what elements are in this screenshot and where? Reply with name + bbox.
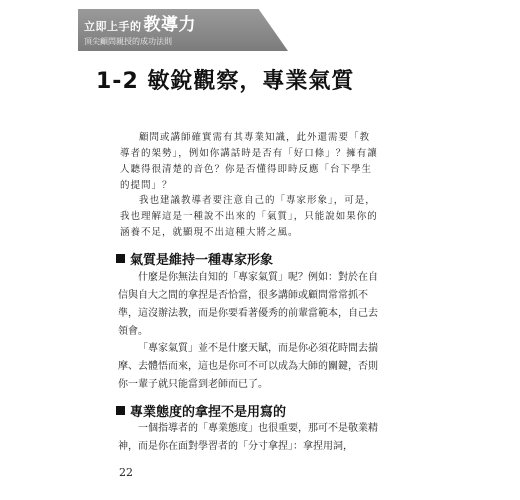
square-bullet-icon — [116, 406, 125, 415]
book-subtitle: 頂尖顧問親授的成功法則 — [84, 37, 172, 46]
section-2-paragraph-1: 一個指導者的「專業態度」也很重要，那可不是敬業精神，而是你在面對學習者的「分寸拿捏」：拿捏用詞， — [118, 423, 378, 452]
page-number: 22 — [119, 466, 133, 479]
book-title-prefix: 立即上手的 — [84, 20, 142, 33]
book-title-main: 教導力 — [143, 15, 196, 35]
intro-paragraph-2: 我也建議教導者要注意自己的「專家形象」，可是，我也理解這是一種說不出來的「氣質」，只能說如果你的涵養不足，就顯現不出這種大將之風。 — [120, 195, 378, 238]
intro-paragraph-1: 顧問或講師確實需有其專業知識，此外還需要「教導者的架勢」，例如你講話時是否有「好口條」？擁有讓人聽得很清楚的音色？你是否懂得即時反應「台下學生的提問」？ — [120, 132, 378, 191]
section-heading-1-text: 氣質是維持一種專家形象 — [130, 253, 274, 268]
section-heading-1 — [116, 249, 273, 268]
chapter-title: 1-2 敏銳觀察，專業氣質 — [96, 69, 355, 94]
section-1-paragraph-2: 「專家氣質」並不是什麼天賦，而是你必須花時間去揣摩、去體悟而來，這也是你可不可以成為大師的關鍵，否則你一輩子就只能當到老師而已了。 — [118, 343, 378, 390]
section-1-paragraph-1: 什麼是你無法自知的「專家氣質」呢？例如：對於在自信與自大之間的拿捏是否恰當，很多講師或顧問常常抓不準，這沒辦法教，而是你要看著優秀的前輩當範本，自己去領會。 — [118, 272, 378, 337]
square-bullet-icon — [116, 254, 125, 263]
section-heading-2-text: 專業態度的拿捏不是用寫的 — [130, 405, 287, 420]
book-title — [84, 10, 196, 35]
section-heading-2 — [116, 401, 286, 420]
